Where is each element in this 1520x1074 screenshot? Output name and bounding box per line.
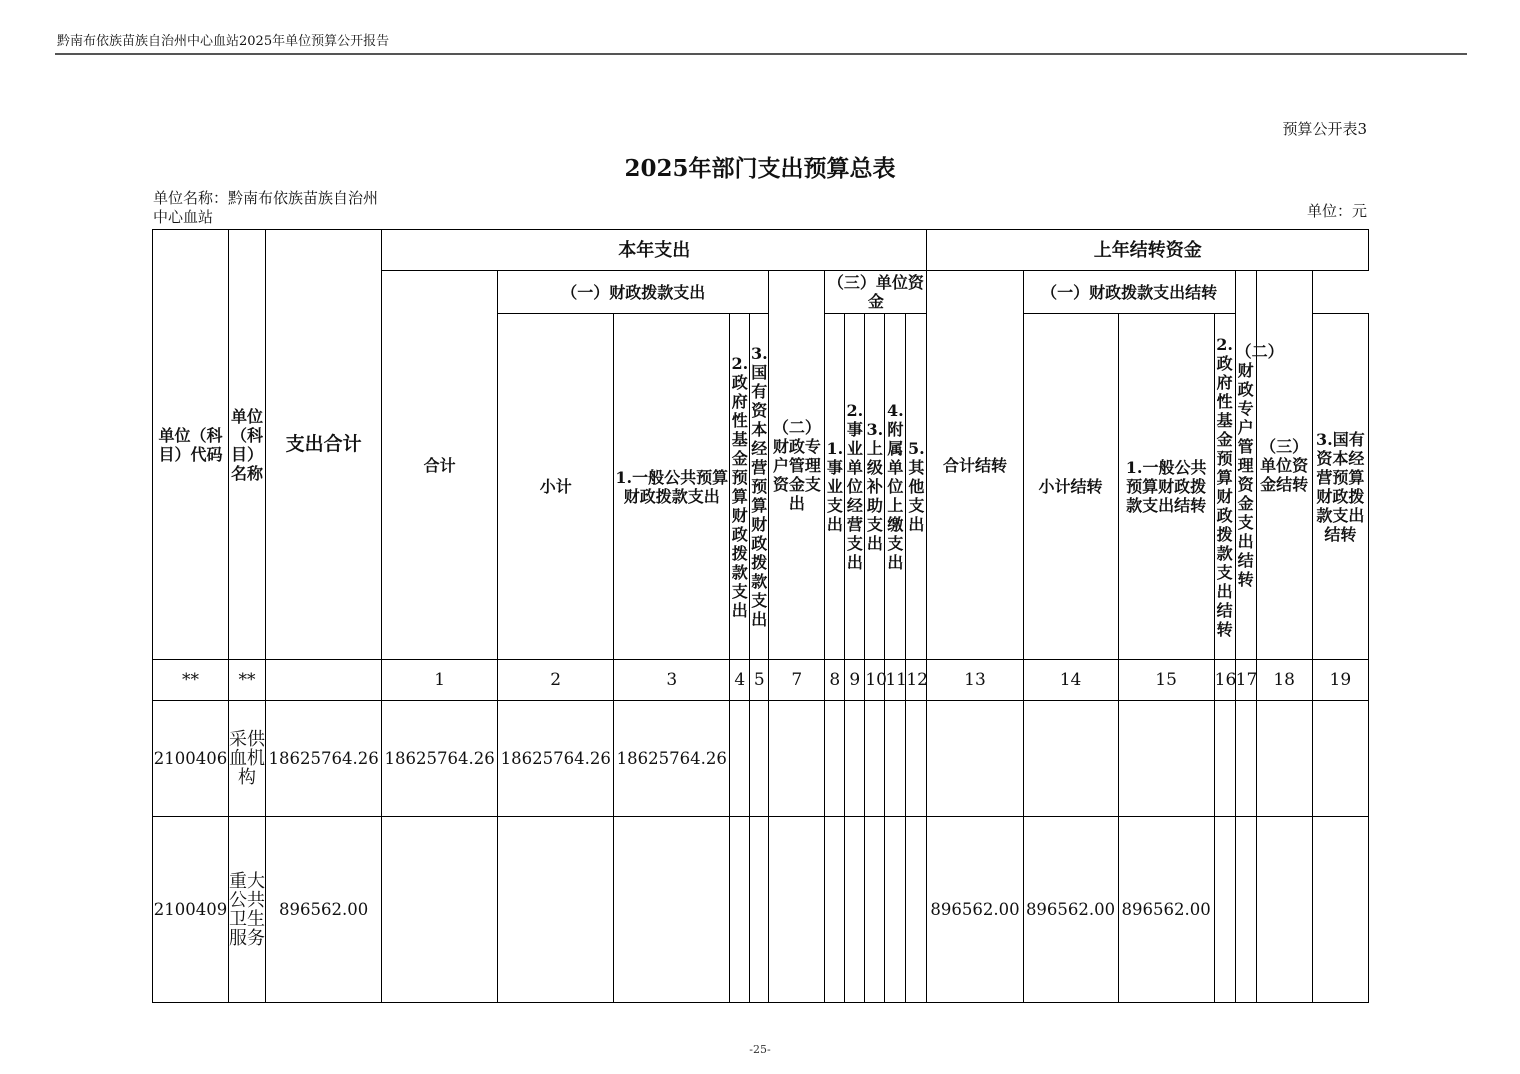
row-cell: [1312, 817, 1368, 1003]
header-row-1: [153, 230, 1369, 271]
column-index: 17: [1235, 660, 1256, 701]
row-name: 采供血机构: [229, 701, 266, 817]
row-cell: [927, 701, 1023, 817]
row-cell: [845, 817, 865, 1003]
row-cell: [750, 817, 769, 1003]
row-cell: [1214, 701, 1235, 817]
document-title: 2025年部门支出预算总表: [624, 155, 896, 182]
header-ly-general: 1.一般公共预算财政拨款支出结转: [1118, 314, 1214, 660]
header-ly-unit-funds: （三）单位资金结转: [1256, 271, 1312, 660]
row-cell: 896562.00: [927, 817, 1023, 1003]
row-cell: [769, 701, 825, 817]
row-cell: [750, 701, 769, 817]
column-index: 13: [927, 660, 1023, 701]
row-cell: [906, 817, 927, 1003]
column-index-row: [153, 660, 1369, 701]
row-cell: [825, 701, 845, 817]
row-cell: [498, 817, 614, 1003]
header-gov-fund: 2.政府性基金预算财政拨款支出: [730, 314, 750, 660]
row-cell: [1235, 701, 1256, 817]
header-uf2: 2.事业单位经营支出: [845, 314, 865, 660]
row-cell: [382, 817, 498, 1003]
header-special-account: （二）财政专户管理资金支出: [769, 271, 825, 660]
row-cell: [865, 817, 885, 1003]
column-index: 2: [498, 660, 614, 701]
row-cell: [1118, 701, 1214, 817]
header-uf3: 3.上级补助支出: [865, 314, 885, 660]
row-cell: [885, 817, 906, 1003]
header-name: 单位（科目）名称: [229, 230, 266, 660]
column-index: **: [153, 660, 229, 701]
column-index: 10: [865, 660, 885, 701]
column-index: 8: [825, 660, 845, 701]
header-unit-funds: （三）单位资金: [825, 271, 927, 314]
header-ly-fiscal-group: （一）财政拨款支出结转: [1023, 271, 1235, 314]
header-ly-special-account: （二）财政专户管理资金支出结转: [1235, 271, 1256, 660]
header-uf5: 5.其他支出: [906, 314, 927, 660]
row-cell: 896562.00: [1023, 817, 1118, 1003]
row-code: 2100406: [153, 701, 229, 817]
row-cell: [614, 817, 730, 1003]
column-index: 19: [1312, 660, 1368, 701]
row-cell: [1214, 817, 1235, 1003]
row-cell: 18625764.26: [382, 701, 498, 817]
header-ly-subtotal: 小计结转: [1023, 314, 1118, 660]
header-rule: [55, 53, 1467, 55]
column-index: 18: [1256, 660, 1312, 701]
page-number: -25-: [749, 1043, 771, 1056]
unit-name: 单位名称：黔南布依族苗族自治州中心血站: [153, 189, 379, 226]
table-row: [153, 701, 1369, 817]
header-last-year: 上年结转资金: [927, 230, 1369, 271]
row-code: 2100409: [153, 817, 229, 1003]
column-index: 4: [730, 660, 750, 701]
header-uf4: 4.附属单位上缴支出: [885, 314, 906, 660]
row-cell: [1312, 701, 1368, 817]
row-cell: 18625764.26: [498, 701, 614, 817]
table-row: [153, 817, 1369, 1003]
column-index: **: [229, 660, 266, 701]
row-cell: 896562.00: [266, 817, 382, 1003]
column-index: 15: [1118, 660, 1214, 701]
row-cell: [730, 817, 750, 1003]
row-cell: [885, 701, 906, 817]
column-index: 16: [1214, 660, 1235, 701]
row-cell: [845, 701, 865, 817]
row-cell: [769, 817, 825, 1003]
column-index: 14: [1023, 660, 1118, 701]
row-cell: [1256, 701, 1312, 817]
header-ly-total: 合计结转: [927, 271, 1023, 660]
column-index: [266, 660, 382, 701]
row-cell: [865, 701, 885, 817]
header-ly-gov-fund: 2.政府性基金预算财政拨款支出结转: [1214, 314, 1235, 660]
column-index: 12: [906, 660, 927, 701]
column-index: 3: [614, 660, 730, 701]
header-fiscal-subtotal: 小计: [498, 314, 614, 660]
header-this-year: 本年支出: [382, 230, 927, 271]
row-cell: [1235, 817, 1256, 1003]
header-ty-total: 合计: [382, 271, 498, 660]
header-code: 单位（科目）代码: [153, 230, 229, 660]
column-index: 11: [885, 660, 906, 701]
row-cell: [906, 701, 927, 817]
column-index: 9: [845, 660, 865, 701]
header-uf1: 1.事业支出: [825, 314, 845, 660]
header-total: 支出合计: [266, 230, 382, 660]
column-index: 7: [769, 660, 825, 701]
header-ly-state-capital: 3.国有资本经营预算财政拨款支出结转: [1312, 314, 1368, 660]
header-state-capital: 3.国有资本经营预算财政拨款支出: [750, 314, 769, 660]
header-general: 1.一般公共预算财政拨款支出: [614, 314, 730, 660]
row-cell: 896562.00: [1118, 817, 1214, 1003]
row-cell: [1023, 701, 1118, 817]
row-name: 重大公共卫生服务: [229, 817, 266, 1003]
row-cell: 18625764.26: [266, 701, 382, 817]
running-header: 黔南布依族苗族自治州中心血站2025年单位预算公开报告: [57, 34, 390, 49]
currency-unit: 单位：元: [1306, 202, 1367, 220]
header-fiscal-group: （一）财政拨款支出: [498, 271, 769, 314]
column-index: 5: [750, 660, 769, 701]
row-cell: [1256, 817, 1312, 1003]
row-cell: [825, 817, 845, 1003]
row-cell: 18625764.26: [614, 701, 730, 817]
form-number: 预算公开表3: [1282, 120, 1367, 138]
row-cell: [730, 701, 750, 817]
budget-table: [152, 229, 1369, 1003]
column-index: 1: [382, 660, 498, 701]
